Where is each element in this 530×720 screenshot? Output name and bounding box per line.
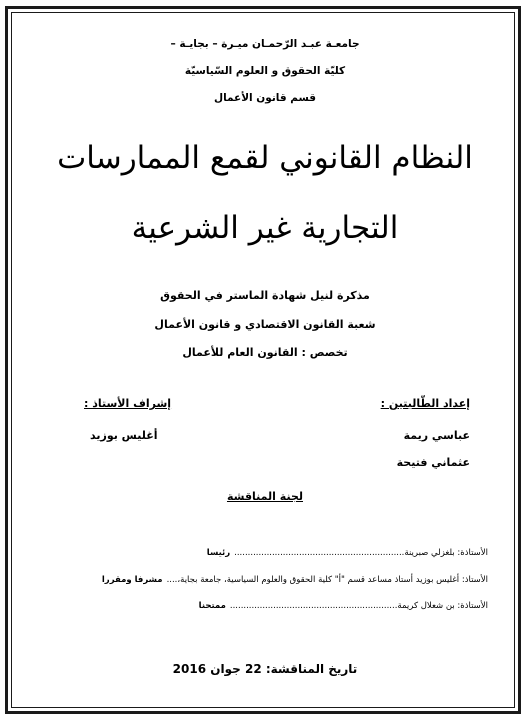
student-name: عثماني فتيحة xyxy=(396,456,470,469)
department-name: قسم قانون الأعمال xyxy=(213,92,317,104)
defense-date: تاريخ المناقشة: 22 جوان 2016 xyxy=(172,662,358,676)
committee-member-text: الأستاذة: بن شعلال كريمة xyxy=(397,601,488,611)
thesis-title-line-2: التجارية غير الشرعية xyxy=(131,210,399,246)
students-heading: إعداد الطّالبتين : xyxy=(380,397,470,410)
committee-member-role: ممتحنا xyxy=(198,601,226,611)
committee-member-dots: ............................................................... xyxy=(234,548,405,558)
committee-member-row xyxy=(199,601,488,611)
memo-branch: شعبة القانون الاقتصادي و قانون الأعمال xyxy=(154,318,376,331)
supervisor-heading: إشراف الأستاذ : xyxy=(84,397,172,410)
committee-member-text: الأستاذ: أغليس بوزيد أستاذ مساعد قسم "أ" كلية الحقوق والعلوم السياسية، جامعة بجاية، xyxy=(177,575,488,585)
committee-member-row xyxy=(102,575,488,585)
supervisor-name: أغليس بوزيد xyxy=(90,429,158,442)
student-name: عباسي ريمة xyxy=(403,429,470,442)
faculty-name: كليّة الحقوق و العلوم السّياسيّة xyxy=(184,65,346,77)
committee-member-role: مشرفا ومقررا xyxy=(101,575,163,585)
thesis-title-line-1: النظام القانوني لقمع الممارسات xyxy=(57,140,473,176)
university-name: جامعـة عبـد الرّحمـان ميـرة – بجايـة – xyxy=(170,38,360,50)
committee-member-role: رئيسا xyxy=(206,548,231,558)
committee-member-dots: .... xyxy=(166,575,178,585)
committee-member-row xyxy=(207,548,488,558)
committee-heading: لجنة المناقشة xyxy=(226,490,303,503)
memo-specialty: تخصص : القانون العام للأعمال xyxy=(182,346,348,359)
memo-purpose: مذكرة لنيل شهادة الماستر في الحقوق xyxy=(160,289,370,302)
committee-member-text: الأستاذة: بلغزلي صبرينة xyxy=(404,548,488,558)
committee-member-dots: .............................................................. xyxy=(229,601,398,611)
